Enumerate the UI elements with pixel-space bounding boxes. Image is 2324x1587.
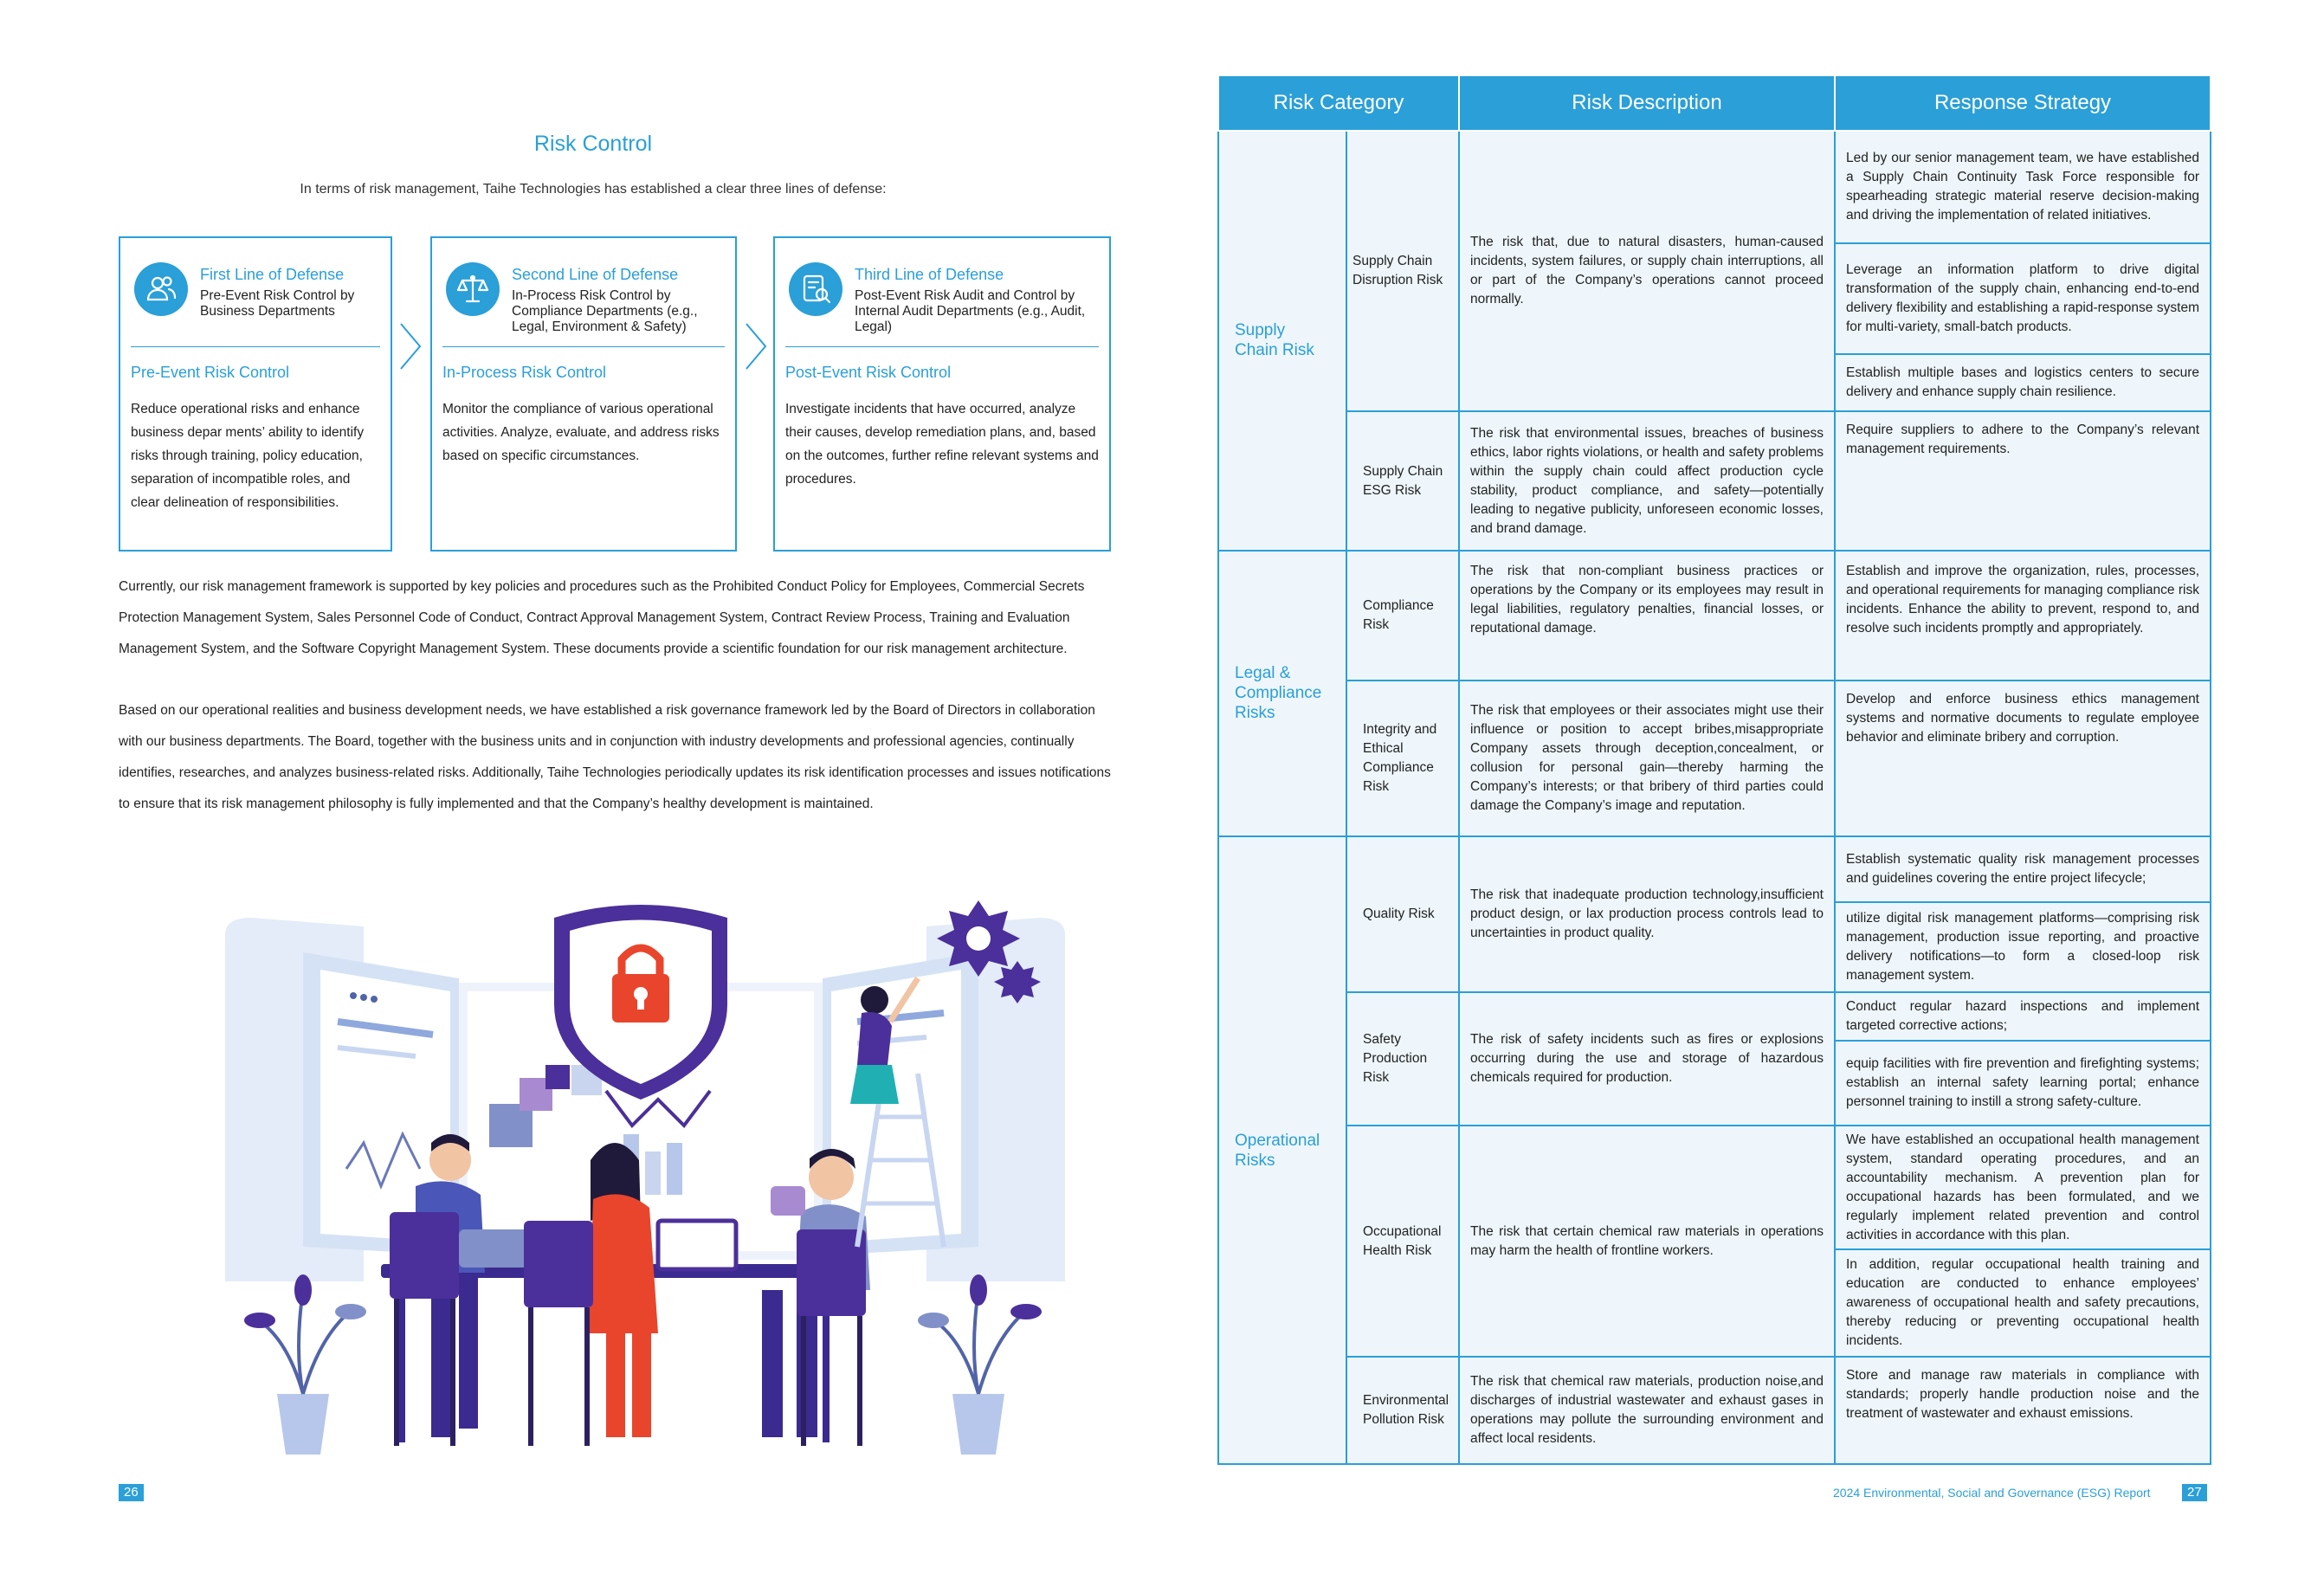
stage-description: Investigate incidents that have occurred, analyze their causes, develop remediation plans, and, based on the outcomes, further refine relevant systems and procedures. — [785, 402, 1099, 487]
audit-document-icon — [789, 262, 842, 316]
category-operational: Operational Risks — [1218, 836, 1346, 1464]
response-cell: Establish systematic quality risk management processes and guidelines covering the entire project lifecycle; — [1835, 836, 2211, 902]
description-cell: The risk that environmental issues, breaches of business ethics, labor rights violations, or health and safety problems within the supply chain could affect production cycle stability, product compliance, and safety—potentially leading to negative publicity, unforeseen economic losses, and brand damage. — [1459, 411, 1835, 550]
divider — [131, 346, 380, 347]
second-line-defense-card — [430, 236, 737, 552]
response-cell: We have established an occupational health management system, standard operating procedures, and an accountability mechanism. A prevention plan for occupational hazards has been formulated, and we regularly implement related prevention and control activities in accordance with this plan. — [1835, 1126, 2211, 1248]
risk-table — [1217, 74, 2211, 1465]
divider — [442, 346, 725, 347]
subcategory-cell: Supply Chain Disruption Risk — [1346, 131, 1459, 411]
response-cell: Conduct regular hazard inspections and implement targeted corrective actions; — [1835, 992, 2211, 1041]
subcategory-cell: Supply Chain ESG Risk — [1346, 411, 1459, 550]
page-number: 26 — [119, 1484, 144, 1501]
table-row — [1218, 1357, 2211, 1464]
scales-icon — [446, 262, 500, 316]
description-cell: The risk that, due to natural disasters, human-caused incidents, system failures, or supply chain interruptions, all or part of the Company’s operations cannot proceed normally. — [1459, 131, 1835, 411]
category-supply-chain: Supply Chain Risk — [1218, 131, 1346, 551]
category-legal-compliance: Legal & Compliance Risks — [1218, 551, 1346, 836]
header-risk-description: Risk Description — [1459, 75, 1835, 131]
subcategory-cell: Occupational Health Risk — [1346, 1126, 1459, 1356]
table-header-row — [1218, 75, 2211, 131]
people-icon — [134, 262, 188, 316]
divider — [785, 346, 1099, 347]
table-row — [1218, 131, 2211, 243]
stage-description: Monitor the compliance of various operational activities. Analyze, evaluate, and address risks based on specific circumstances. — [442, 402, 720, 463]
stage-title: Pre-Event Risk Control — [131, 364, 290, 381]
stage-title: Post-Event Risk Control — [785, 364, 952, 381]
table-row — [1218, 551, 2211, 681]
table-row — [1218, 411, 2211, 550]
page-title: Risk Control — [533, 132, 653, 156]
subcategory-cell: Safety Production Risk — [1346, 992, 1459, 1126]
defense-subtitle: Pre-Event Risk Control by Business Departments — [200, 288, 355, 319]
table-row — [1218, 1126, 2211, 1248]
risk-control-illustration — [199, 883, 1082, 1455]
subcategory-cell: Compliance Risk — [1346, 551, 1459, 681]
third-line-defense-card — [773, 236, 1111, 552]
stage-description: Reduce operational risks and enhance business depar ments’ ability to identify risks through training, policy education, separation of incompatible roles, and clear delineation of responsibilities. — [131, 402, 365, 510]
first-line-defense-card — [119, 236, 392, 552]
response-cell: Establish multiple bases and logistics centers to secure delivery and enhance supply chain resilience. — [1835, 354, 2211, 411]
table-row — [1218, 681, 2211, 836]
response-cell: Require suppliers to adhere to the Company’s relevant management requirements. — [1835, 411, 2211, 550]
body-paragraph-1: Currently, our risk management framework is supported by key policies and procedures such as the Prohibited Conduct Policy for Employees, Commercial Secrets Protection Management System, Sales Personnel Code of Conduct, Contract Approval Management System, Contract Review Process, Training and Evaluation Management System, and the Software Copyright Management System. These documents provide a scientific foundation for our risk management architecture. — [119, 579, 1085, 656]
body-paragraph-2: Based on our operational realities and business development needs, we have established a risk governance framework led by the Board of Directors in collaboration with our business departments. The Board, together with the business units and in conjunction with industry developments and professional agencies, continually identifies, researches, and analyzes business-related risks. Additionally, Taihe Technologies periodically updates its risk identification processes and issues notifications to ensure that its risk management philosophy is fully implemented and that the Company’s healthy development is maintained. — [119, 703, 1111, 811]
intro-text: In terms of risk management, Taihe Technologies has established a clear three lines of defense: — [300, 182, 887, 197]
description-cell: The risk of safety incidents such as fires or explosions occurring during the use and storage of hazardous chemicals required for production. — [1459, 992, 1835, 1126]
response-cell: utilize digital risk management platforms—comprising risk management, production issue reporting, and proactive delivery notifications—to form a closed-loop risk management system. — [1835, 902, 2211, 992]
response-cell: Develop and enforce business ethics management systems and normative documents to regulate employee behavior and eliminate bribery and corruption. — [1835, 681, 2211, 836]
defense-title: First Line of Defense — [200, 266, 345, 283]
description-cell: The risk that employees or their associates might use their influence or position to accept bribes,misappropriate Company assets through deception,concealment, or collusion for personal gain—thereby harming the Company’s interests; or that bribery of third parties could damage the Company’s image and reputation. — [1459, 681, 1835, 836]
response-cell: Leverage an information platform to drive digital transformation of the supply chain, enhancing end-to-end delivery flexibility and establishing a rapid-response system for multi-variety, small-batch products. — [1835, 243, 2211, 354]
defense-subtitle: Post-Event Risk Audit and Control by Internal Audit Departments (e.g., Audit, Legal) — [855, 288, 1086, 334]
response-cell: Establish and improve the organization, rules, processes, and operational requirements for managing compliance risk incidents. Enhance the ability to prevent, respond to, and resolve such incidents promptly and appropriately. — [1835, 551, 2211, 681]
table-row — [1218, 836, 2211, 902]
report-footer: 2024 Environmental, Social and Governance (ESG) Report — [1833, 1486, 2151, 1500]
table-row — [1218, 992, 2211, 1041]
description-cell: The risk that inadequate production technology,insufficient product design, or lax production process controls lead to uncertainties in product quality. — [1459, 836, 1835, 992]
response-cell: equip facilities with fire prevention and firefighting systems; establish an internal safety learning portal; enhance personnel training to instill a strong safety-culture. — [1835, 1041, 2211, 1126]
header-risk-category: Risk Category — [1218, 75, 1459, 131]
subcategory-cell: Quality Risk — [1346, 836, 1459, 992]
chevron-right-icon — [743, 320, 769, 372]
subcategory-cell: Environmental Pollution Risk — [1346, 1357, 1459, 1464]
defense-subtitle: In-Process Risk Control by Compliance Departments (e.g., Legal, Environment & Safety) — [512, 288, 698, 334]
description-cell: The risk that certain chemical raw materials in operations may harm the health of frontline workers. — [1459, 1126, 1835, 1356]
response-cell: In addition, regular occupational health training and education are conducted to enhance employees’ awareness of occupational health and safety precautions, thereby reducing or preventing occupational health incidents. — [1835, 1249, 2211, 1357]
page-number: 27 — [2182, 1484, 2207, 1501]
response-cell: Led by our senior management team, we have established a Supply Chain Continuity Task Force responsible for spearheading strategic material reserve decision-making and driving the implementation of related initiatives. — [1835, 131, 2211, 243]
defense-title: Second Line of Defense — [512, 266, 679, 283]
response-cell: Store and manage raw materials in compliance with standards; properly handle production noise and the treatment of wastewater and exhaust emissions. — [1835, 1357, 2211, 1464]
subcategory-cell: Integrity and Ethical Compliance Risk — [1346, 681, 1459, 836]
defense-title: Third Line of Defense — [855, 266, 1004, 283]
description-cell: The risk that chemical raw materials, production noise,and discharges of industrial wastewater and exhaust gases in operations may pollute the surrounding environment and affect local residents. — [1459, 1357, 1835, 1464]
chevron-right-icon — [397, 320, 423, 372]
stage-title: In-Process Risk Control — [442, 364, 607, 381]
header-response-strategy: Response Strategy — [1835, 75, 2211, 131]
description-cell: The risk that non-compliant business practices or operations by the Company or its employees may result in legal liabilities, regulatory penalties, financial losses, or reputational damage. — [1459, 551, 1835, 681]
